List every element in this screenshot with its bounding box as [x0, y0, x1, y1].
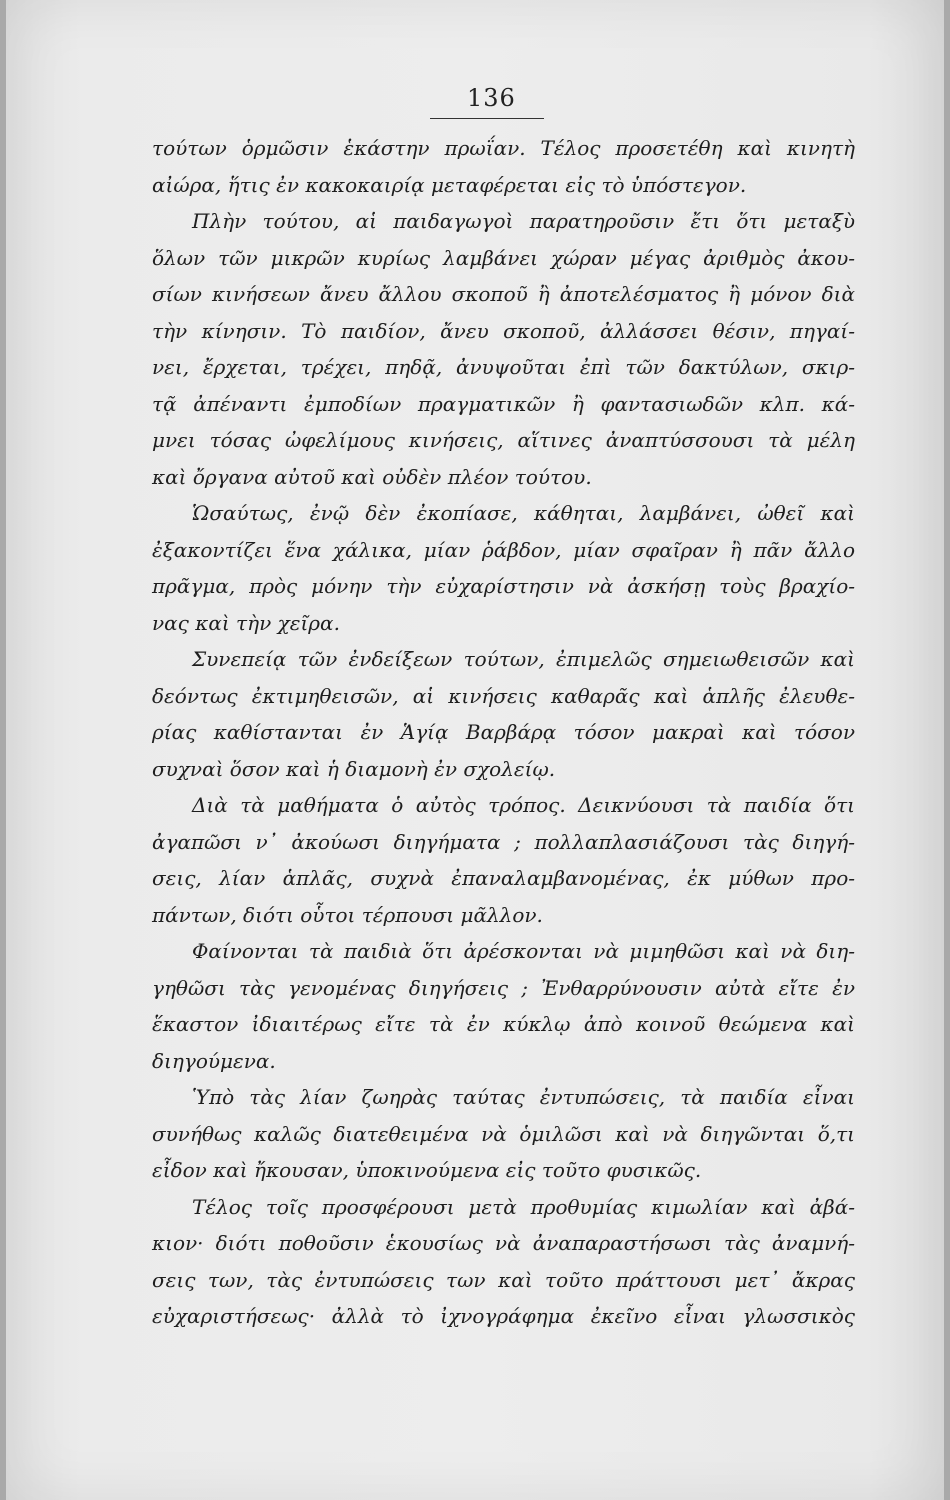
- text-line: ρίας καθίστανται ἐν Ἁγίᾳ Βαρβάρᾳ τόσον μακραὶ καὶ τόσον: [152, 720, 855, 744]
- text-line: συνήθως καλῶς διατεθειμένα νὰ ὁμιλῶσι καὶ νὰ διηγῶνται ὅ,τι: [152, 1121, 855, 1146]
- text-line: ἀγαπῶσι ν᾽ ἀκούωσι διηγήματα ; πολλαπλασιάζουσι τὰς διηγή-: [152, 829, 855, 854]
- text-line: διηγούμενα.: [152, 1048, 276, 1073]
- text-line: εἶδον καὶ ἤκουσαν, ὑποκινούμενα εἰς τοῦτο φυσικῶς.: [152, 1158, 702, 1182]
- text-line: πάντων, διότι οὗτοι τέρπουσι μᾶλλον.: [152, 902, 543, 927]
- body-text: [152, 130, 855, 1335]
- text-line: συχναὶ ὅσον καὶ ἡ διαμονὴ ἐν σχολείῳ.: [152, 756, 556, 781]
- text-line: τᾷ ἀπέναντι ἐμποδίων πραγματικῶν ἢ φαντασιωδῶν κλπ. κά-: [152, 391, 855, 416]
- text-line: τούτων ὁρμῶσιν ἑκάστην πρωΐαν. Τέλος προσετέθη καὶ κινητὴ: [152, 136, 855, 160]
- text-line: πρᾶγμα, πρὸς μόνην τὴν εὐχαρίστησιν νὰ ἀσκήσῃ τοὺς βραχίο-: [152, 574, 855, 598]
- text-line: ἐξακοντίζει ἕνα χάλικα, μίαν ῥάβδον, μίαν σφαῖραν ἢ πᾶν ἄλλο: [152, 537, 855, 562]
- text-line: κιον· διότι ποθοῦσιν ἑκουσίως νὰ ἀναπαραστήσωσι τὰς ἀναμνή-: [152, 1231, 855, 1255]
- text-line: σεις, λίαν ἁπλᾶς, συχνὰ ἐπαναλαμβανομένας, ἐκ μύθων προ-: [152, 866, 855, 890]
- text-line: Τέλος τοῖς προσφέρουσι μετὰ προθυμίας κιμωλίαν καὶ ἀβά-: [192, 1194, 855, 1219]
- text-line: ὅλων τῶν μικρῶν κυρίως λαμβάνει χώραν μέγας ἀριθμὸς ἀκου-: [152, 245, 855, 270]
- text-line: νας καὶ τὴν χεῖρα.: [152, 610, 340, 635]
- page-number: 136: [467, 84, 516, 112]
- text-line: Φαίνονται τὰ παιδιὰ ὅτι ἀρέσκονται νὰ μιμηθῶσι καὶ νὰ διη-: [192, 939, 855, 963]
- text-line: Ὡσαύτως, ἐνῷ δὲν ἐκοπίασε, κάθηται, λαμβάνει, ὠθεῖ καὶ: [192, 501, 855, 525]
- text-line: μνει τόσας ὠφελίμους κινήσεις, αἵτινες ἀναπτύσσουσι τὰ μέλη: [152, 428, 855, 452]
- text-line: ἕκαστον ἰδιαιτέρως εἴτε τὰ ἐν κύκλῳ ἀπὸ κοινοῦ θεώμενα καὶ: [152, 1012, 855, 1036]
- text-line: Πλὴν τούτου, αἱ παιδαγωγοὶ παρατηροῦσιν ἔτι ὅτι μεταξὺ: [192, 209, 855, 233]
- text-line: Ὑπὸ τὰς λίαν ζωηρὰς ταύτας ἐντυπώσεις, τὰ παιδία εἶναι: [192, 1085, 855, 1109]
- text-line: Διὰ τὰ μαθήματα ὁ αὐτὸς τρόπος. Δεικνύουσι τὰ παιδία ὅτι: [192, 793, 855, 817]
- text-line: γηθῶσι τὰς γενομένας διηγήσεις ; Ἐνθαρρύνουσιν αὐτὰ εἴτε ἐν: [152, 975, 855, 1000]
- text-line: Συνεπείᾳ τῶν ἐνδείξεων τούτων, ἐπιμελῶς σημειωθεισῶν καὶ: [192, 647, 855, 671]
- page-number-rule: [430, 118, 544, 119]
- text-line: δεόντως ἐκτιμηθεισῶν, αἱ κινήσεις καθαρᾶς καὶ ἁπλῆς ἐλευθε-: [152, 683, 855, 708]
- text-line: εὐχαριστήσεως· ἀλλὰ τὸ ἰχνογράφημα ἐκεῖνο εἶναι γλωσσικὸς: [152, 1304, 855, 1328]
- text-line: τὴν κίνησιν. Τὸ παιδίον, ἄνευ σκοποῦ, ἀλλάσσει θέσιν, πηγαί-: [152, 318, 855, 343]
- text-line: σεις των, τὰς ἐντυπώσεις των καὶ τοῦτο πράττουσι μετ᾽ ἄκρας: [152, 1267, 855, 1292]
- text-line: σίων κινήσεων ἄνευ ἄλλου σκοποῦ ἢ ἀποτελέσματος ἢ μόνον διὰ: [152, 282, 855, 306]
- text-line: νει, ἔρχεται, τρέχει, πηδᾷ, ἀνυψοῦται ἐπὶ τῶν δακτύλων, σκιρ-: [152, 355, 855, 379]
- book-page: [6, 0, 944, 1500]
- text-line: αἰώρα, ἥτις ἐν κακοκαιρίᾳ μεταφέρεται εἰς τὸ ὑπόστεγον.: [152, 172, 747, 197]
- text-line: καὶ ὄργανα αὐτοῦ καὶ οὐδὲν πλέον τούτου.: [152, 464, 592, 489]
